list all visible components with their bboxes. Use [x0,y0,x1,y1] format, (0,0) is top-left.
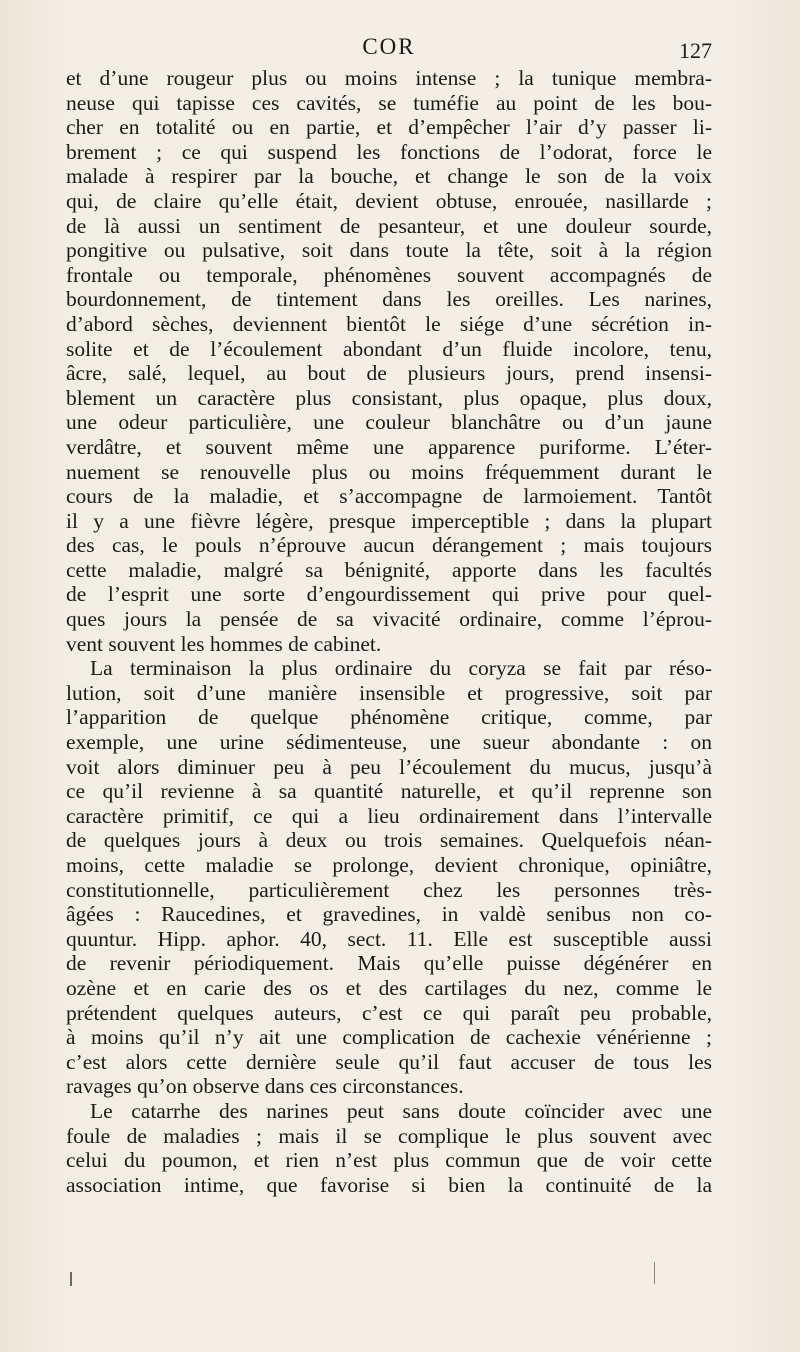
text-line: Le catarrhe des narines peut sans doute coïncider avec une [90,1098,712,1123]
text-line: ozène et en carie des os et des cartilages du nez, comme le [66,975,712,1000]
text-line: il y a une fièvre légère, presque imperceptible ; dans la plupart [66,508,712,533]
text-line: La terminaison la plus ordinaire du coryza se fait par réso- [90,656,712,681]
text-line: ce qu’il revienne à sa quantité naturelle, et qu’il reprenne son [66,779,712,804]
text-line: cher en totalité ou en partie, et d’empêcher l’air d’y passer li- [66,115,712,140]
text-line: à moins qu’il n’y ait une complication de cachexie vénérienne ; [66,1025,712,1050]
text-line: neuse qui tapisse ces cavités, se tuméfie au point de les bou- [66,90,712,115]
paragraph-termination [66,656,712,1099]
text-line: de quelques jours à deux ou trois semaines. Quelquefois néan- [66,828,712,853]
text-line: voit alors diminuer peu à peu l’écoulement du mucus, jusqu’à [66,754,712,779]
text-line: association intime, que favorise si bien la continuité de la [66,1172,712,1197]
text-line: de là aussi un sentiment de pesanteur, et une douleur sourde, [66,213,712,238]
text-line: âcre, salé, lequel, au bout de plusieurs jours, prend insensi- [66,361,712,386]
text-line: nuement se renouvelle plus ou moins fréquemment durant le [66,459,712,484]
text-line: cours de la maladie, et s’accompagne de larmoiement. Tantôt [66,484,712,509]
text-line: exemple, une urine sédimenteuse, une sueur abondante : on [66,730,712,755]
text-line: malade à respirer par la bouche, et change le son de la voix [66,164,712,189]
text-line: verdâtre, et souvent même une apparence puriforme. L’éter- [66,434,712,459]
text-line: caractère primitif, ce qui a lieu ordinairement dans l’intervalle [66,803,712,828]
text-line: ques jours la pensée de sa vivacité ordinaire, comme l’éprou- [66,607,712,632]
text-line: brement ; ce qui suspend les fonctions de l’odorat, force le [66,139,712,164]
page-edge-mark [654,1262,655,1284]
text-line: solite et de l’écoulement abondant d’un fluide incolore, tenu, [66,336,712,361]
text-line: cette maladie, malgré sa bénignité, apporte dans les facultés [66,557,712,582]
text-line: c’est alors cette dernière seule qu’il faut accuser de tous les [66,1049,712,1074]
text-line: de l’esprit une sorte d’engourdissement qui prive pour quel- [66,582,712,607]
paragraph-symptoms [66,66,712,656]
text-line: foule de maladies ; mais il se complique le plus souvent avec [66,1123,712,1148]
text-line: âgées : Raucedines, et gravedines, in valdè senibus non co- [66,902,712,927]
text-line: constitutionnelle, particulièrement chez les personnes très- [66,877,712,902]
text-line: bourdonnement, de tintement dans les oreilles. Les narines, [66,287,712,312]
text-line: vent souvent les hommes de cabinet. [66,631,382,656]
body-text [66,66,712,1197]
text-line: pongitive ou pulsative, soit dans toute la tête, soit à la région [66,238,712,263]
text-line: blement un caractère plus consistant, plus opaque, plus doux, [66,385,712,410]
text-line: ravages qu’on observe dans ces circonstances. [66,1074,464,1099]
page-edge-mark-left [70,1272,72,1286]
text-line: et d’une rougeur plus ou moins intense ; la tunique membra- [66,66,712,90]
text-line: quuntur. Hipp. aphor. 40, sect. 11. Elle est susceptible aussi [66,926,712,951]
text-line: frontale ou temporale, phénomènes souvent accompagnés de [66,262,712,287]
page-header [66,34,712,64]
paragraph-complications [66,1099,712,1197]
text-line: qui, de claire qu’elle était, devient obtuse, enrouée, nasillarde ; [66,188,712,213]
text-line: d’abord sèches, deviennent bientôt le siége d’une sécrétion in- [66,311,712,336]
text-line: celui du poumon, et rien n’est plus commun que de voir cette [66,1148,712,1173]
text-line: une odeur particulière, une couleur blanchâtre ou d’un jaune [66,410,712,435]
text-line: des cas, le pouls n’éprouve aucun dérangement ; mais toujours [66,533,712,558]
text-line: prétendent quelques auteurs, c’est ce qui paraît peu probable, [66,1000,712,1025]
text-line: l’apparition de quelque phénomène critique, comme, par [66,705,712,730]
text-line: de revenir périodiquement. Mais qu’elle puisse dégénérer en [66,951,712,976]
page-number: 127 [679,38,712,63]
text-line: lution, soit d’une manière insensible et progressive, soit par [66,680,712,705]
text-line: moins, cette maladie se prolonge, devient chronique, opiniâtre, [66,853,712,877]
running-head: COR [362,34,416,59]
